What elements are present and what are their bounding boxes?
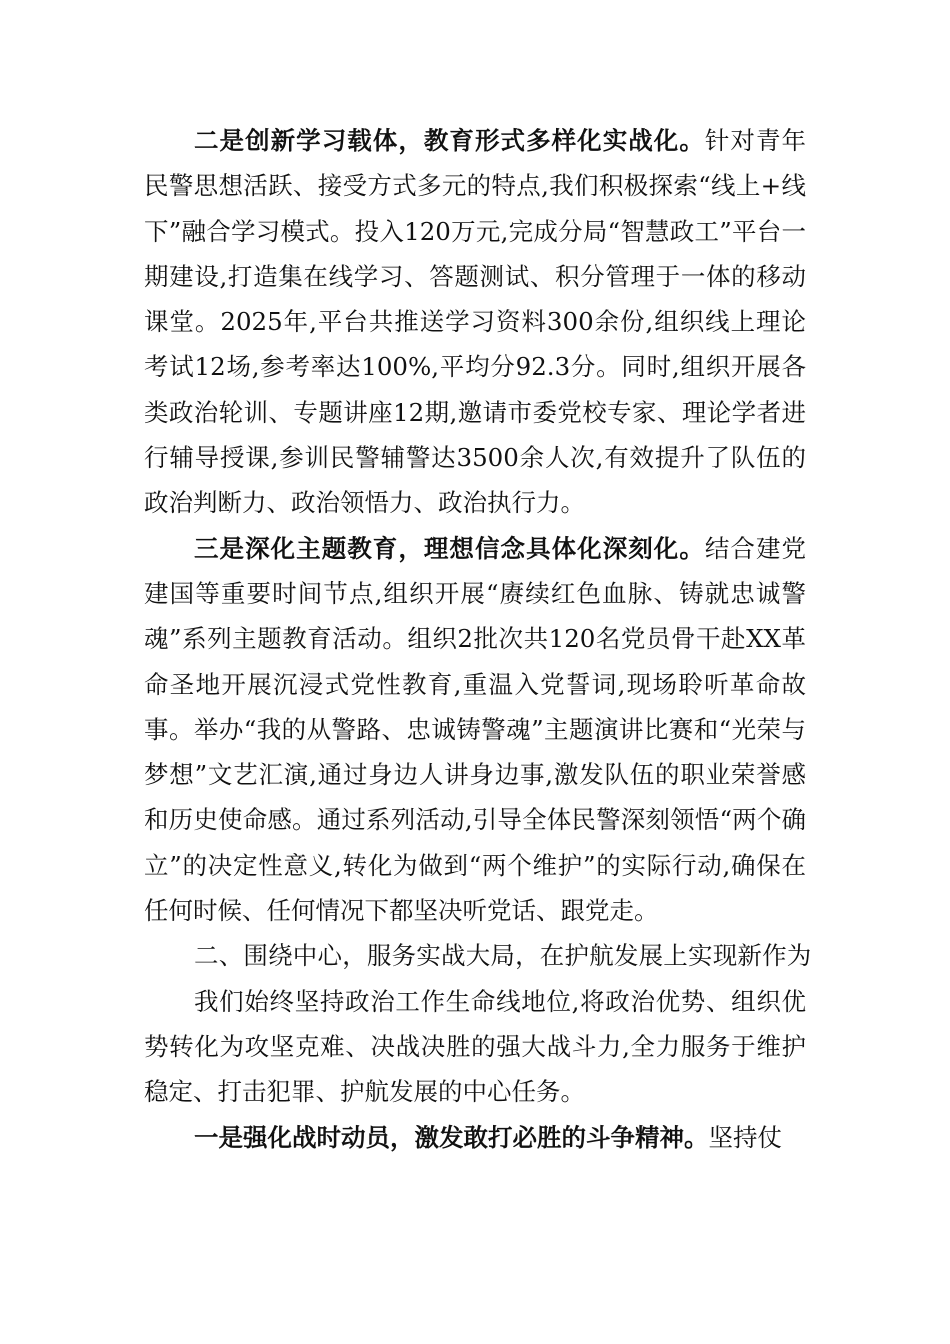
paragraph-theme-education [144, 526, 806, 934]
section-intro: 我们始终坚持政治工作生命线地位,将政治优势、组织优势转化为攻坚克难、决战决胜的强大战斗力,全力服务于维护稳定、打击犯罪、护航发展的中心任务。 [144, 986, 806, 1107]
paragraph-body: 针对青年民警思想活跃、接受方式多元的特点,我们积极探索“线上+线下”融合学习模式。投入120万元,完成分局“智慧政工”平台一期建设,打造集在线学习、答题测试、积分管理于一体的移动课堂。2025年,平台共推送学习资料300余份,组织线上理论考试12场,参考率达100%,平均分92.3分。同时,组织开展各类政治轮训、专题讲座12期,邀请市委党校专家、理论学者进行辅导授课,参训民警辅警达3500余人次,有效提升了队伍的政治判断力、政治领悟力、政治执行力。 [144, 126, 807, 518]
paragraph-mobilization [144, 1115, 806, 1160]
paragraph-body: 结合建党建国等重要时间节点,组织开展“赓续红色血脉、铸就忠诚警魂”系列主题教育活动。组织2批次共120名党员骨干赴XX革命圣地开展沉浸式党性教育,重温入党誓词,现场聆听革命故事。举办“我的从警路、忠诚铸警魂”主题演讲比赛和“光荣与梦想”文艺汇演,通过身边人讲身边事,激发队伍的职业荣誉感和历史使命感。通过系列活动,引导全体民警深刻领悟“两个确立”的决定性意义,转化为做到“两个维护”的实际行动,确保在任何时候、任何情况下都坚决听党话、跟党走。 [144, 533, 807, 926]
paragraph-lead: 三是深化主题教育，理想信念具体化深刻化。 [194, 533, 705, 563]
paragraph-body: 坚持仗 [708, 1122, 782, 1152]
paragraph-lead: 二是创新学习载体，教育形式多样化实战化。 [194, 126, 705, 155]
document-body [144, 118, 812, 1160]
section-heading: 二、围绕中心，服务实战大局，在护航发展上实现新作为 [194, 941, 812, 971]
paragraph-lead: 一是强化战时动员，激发敢打必胜的斗争精神。 [194, 1122, 709, 1152]
paragraph-innovation [144, 118, 806, 526]
